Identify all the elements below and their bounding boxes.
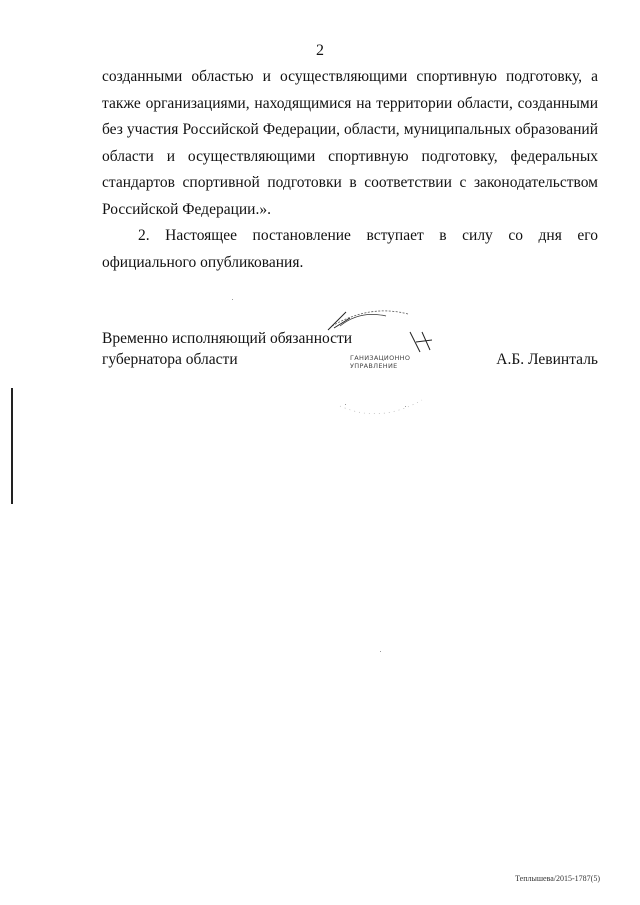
document-body bbox=[102, 64, 598, 276]
stamp-text-line-2: УПРАВЛЕНИЕ bbox=[350, 362, 398, 370]
signatory-name: А.Б. Левинталь bbox=[496, 351, 598, 368]
signatory-title-line-2: губернатора области bbox=[102, 351, 238, 368]
page-number: 2 bbox=[316, 42, 324, 59]
stamp-mark-right bbox=[410, 332, 432, 352]
signature-stroke-2 bbox=[334, 318, 350, 328]
scan-speck bbox=[380, 651, 381, 652]
signature-stroke-1 bbox=[328, 312, 346, 330]
scan-speck bbox=[405, 406, 406, 407]
scan-margin-line bbox=[11, 388, 13, 504]
paragraph-effective-date: 2. Настоящее постановление вступает в силу со дня его официального опубликования. bbox=[102, 227, 598, 271]
stamp-text bbox=[350, 354, 410, 370]
stamp-arc-bottom bbox=[340, 400, 422, 414]
paragraph-continuation: созданными областью и осуществляющими спортивную подготовку, а также организациями, находящимися на территории области, созданными без участия Российской Федерации, области, муниципальных образований области и осуществляющими спортивную подготовку, федеральных стандартов спортивной подготовки в соответствии с законодательством Российской Федерации.». bbox=[102, 68, 598, 218]
footer-document-code: Теплышева/2015-1787(5) bbox=[515, 874, 600, 883]
stamp-text-line-1: ГАНИЗАЦИОННО bbox=[350, 354, 411, 362]
scan-speck bbox=[345, 404, 346, 405]
signatory-title-line-1: Временно исполняющий обязанности bbox=[102, 330, 353, 347]
scan-speck bbox=[232, 299, 233, 300]
